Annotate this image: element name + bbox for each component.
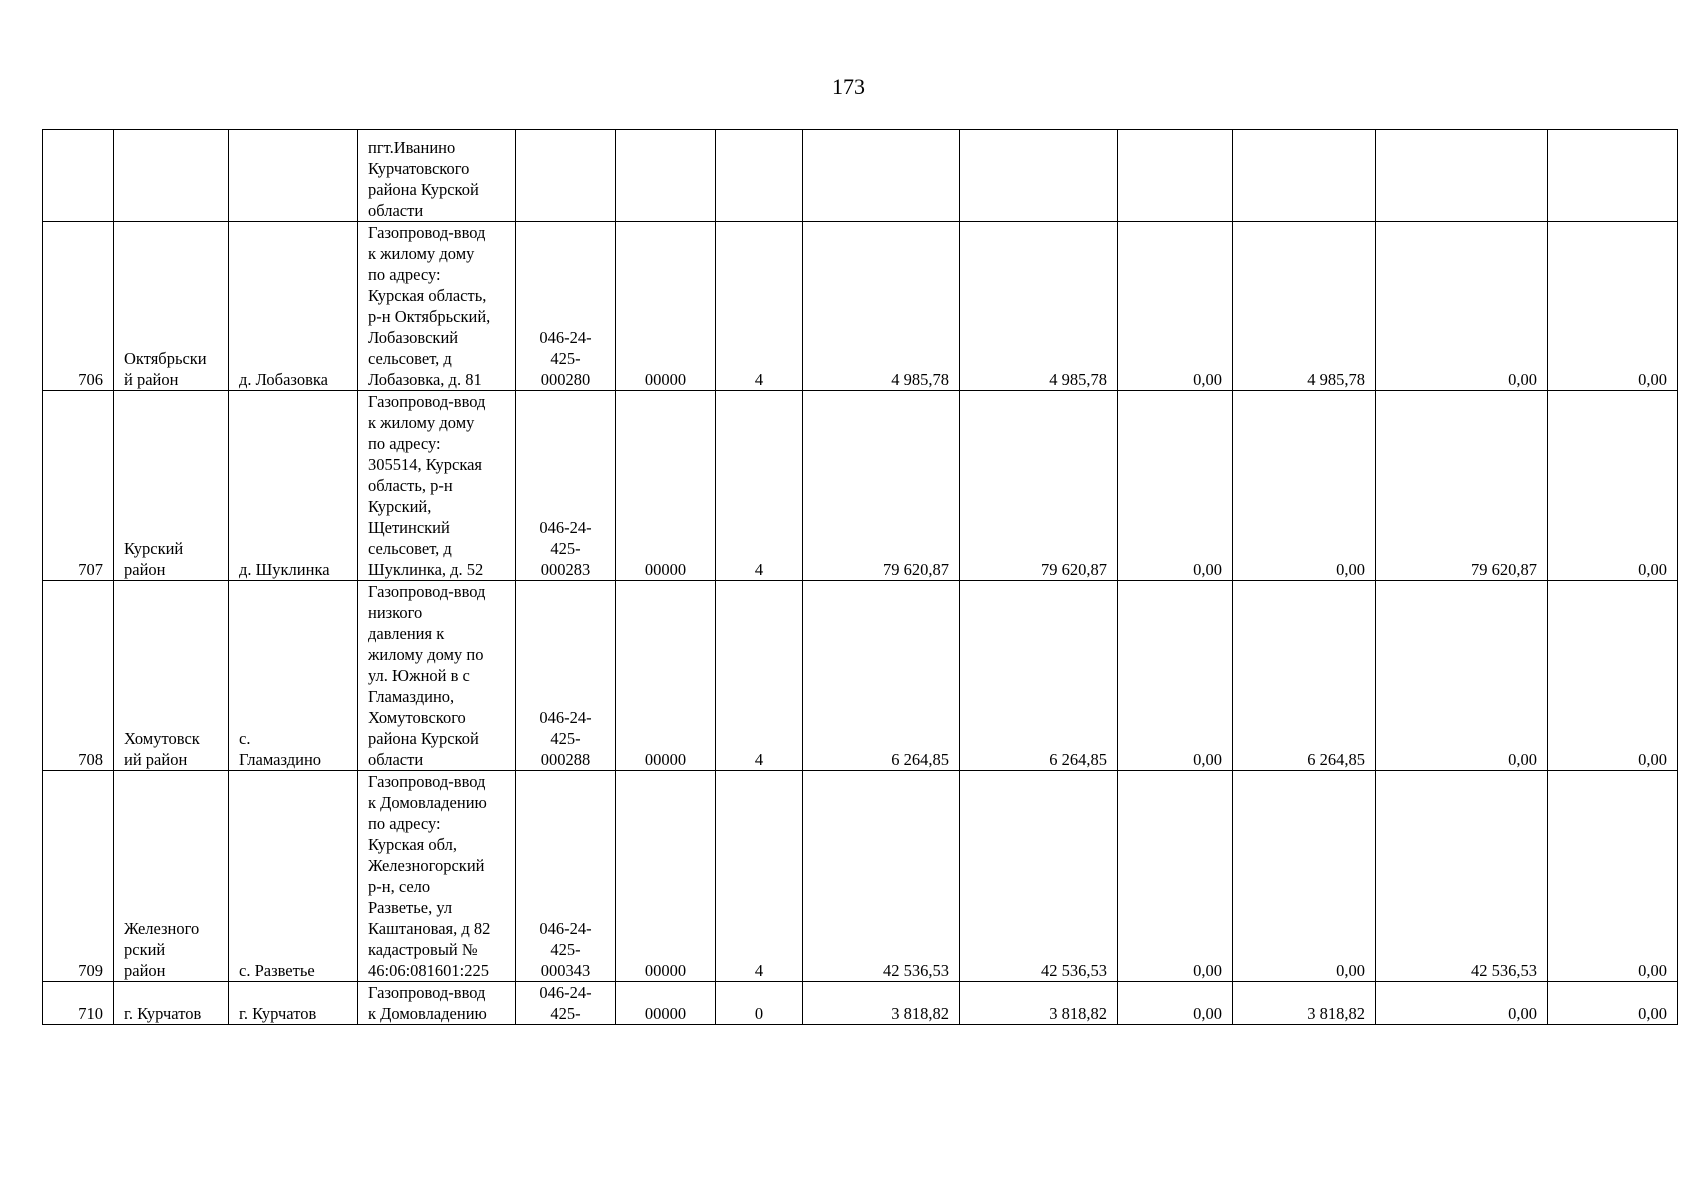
description-line: Каштановая, д 82 <box>368 919 491 938</box>
code-cell <box>516 130 616 222</box>
code-line: 425- <box>550 940 581 959</box>
row-number-cell <box>43 130 114 222</box>
sum1-cell: 42 536,53 <box>960 771 1118 982</box>
district-cell <box>114 130 229 222</box>
sum5-cell: 0,00 <box>1548 222 1678 391</box>
description-cell <box>358 391 516 581</box>
description-line: Щетинский <box>368 518 450 537</box>
description-cell <box>358 581 516 771</box>
count-cell: 4 <box>716 581 803 771</box>
locality-line: д. Шуклинка <box>239 560 330 579</box>
total-cell <box>803 130 960 222</box>
sum4-cell: 0,00 <box>1376 982 1548 1025</box>
sum4-cell: 0,00 <box>1376 581 1548 771</box>
sum1-cell: 79 620,87 <box>960 391 1118 581</box>
description-line: р-н, село <box>368 877 431 896</box>
description-line: района Курской <box>368 180 479 199</box>
description-line: к Домовладению <box>368 793 487 812</box>
description-line: 46:06:081601:225 <box>368 961 490 980</box>
sum4-cell: 79 620,87 <box>1376 391 1548 581</box>
description-line: Лобазовский <box>368 328 459 347</box>
table-row <box>43 130 1678 222</box>
okato-cell: 00000 <box>616 391 716 581</box>
sum2-cell: 0,00 <box>1118 771 1233 982</box>
okato-cell: 00000 <box>616 581 716 771</box>
sum2-cell: 0,00 <box>1118 391 1233 581</box>
description-line: Железногорский <box>368 856 485 875</box>
description-line: к Домовладению <box>368 1004 487 1023</box>
total-cell: 6 264,85 <box>803 581 960 771</box>
count-cell: 4 <box>716 771 803 982</box>
data-table <box>42 129 1678 1025</box>
code-line: 046-24- <box>539 328 592 347</box>
total-cell: 42 536,53 <box>803 771 960 982</box>
description-line: к жилому дому <box>368 244 475 263</box>
description-line: по адресу: <box>368 434 441 453</box>
code-line: 425- <box>550 729 581 748</box>
description-line: Лобазовка, д. 81 <box>368 370 482 389</box>
description-line: ул. Южной в с <box>368 666 470 685</box>
count-cell: 4 <box>716 222 803 391</box>
locality-line: д. Лобазовка <box>239 370 328 389</box>
district-line: г. Курчатов <box>124 1004 202 1023</box>
sum4-cell <box>1376 130 1548 222</box>
locality-line: Гламаздино <box>239 750 322 769</box>
sum5-cell: 0,00 <box>1548 982 1678 1025</box>
locality-cell <box>229 130 358 222</box>
description-line: давления к <box>368 624 445 643</box>
code-line: 000343 <box>540 961 591 980</box>
sum4-cell: 42 536,53 <box>1376 771 1548 982</box>
description-line: района Курской <box>368 729 479 748</box>
district-line: й район <box>124 370 179 389</box>
description-line: Хомутовского <box>368 708 466 727</box>
description-line: область, р-н <box>368 476 453 495</box>
code-line: 425- <box>550 349 581 368</box>
locality-cell <box>229 581 358 771</box>
description-line: Курская обл, <box>368 835 457 854</box>
description-line: Гламаздино, <box>368 687 455 706</box>
code-line: 046-24- <box>539 983 592 1002</box>
description-line: пгт.Иванино <box>368 138 456 157</box>
table-row <box>43 982 1678 1025</box>
count-cell: 4 <box>716 391 803 581</box>
description-line: Шуклинка, д. 52 <box>368 560 484 579</box>
description-line: Газопровод-ввод <box>368 223 486 242</box>
sum2-cell <box>1118 130 1233 222</box>
district-line: Октябрьски <box>124 349 207 368</box>
locality-line: с. Разветье <box>239 961 315 980</box>
locality-cell <box>229 771 358 982</box>
district-cell <box>114 982 229 1025</box>
district-line: район <box>124 961 166 980</box>
locality-line: с. <box>239 729 251 748</box>
sum3-cell <box>1233 130 1376 222</box>
sum3-cell: 4 985,78 <box>1233 222 1376 391</box>
code-line: 000288 <box>540 750 591 769</box>
code-line: 425- <box>550 1004 581 1023</box>
sum5-cell: 0,00 <box>1548 771 1678 982</box>
sum4-cell: 0,00 <box>1376 222 1548 391</box>
description-line: Курская область, <box>368 286 487 305</box>
description-line: Курский, <box>368 497 432 516</box>
sum2-cell: 0,00 <box>1118 222 1233 391</box>
district-line: рский <box>124 940 166 959</box>
code-cell <box>516 771 616 982</box>
row-number-cell: 710 <box>43 982 114 1025</box>
table-body <box>43 130 1678 1025</box>
description-line: Газопровод-ввод <box>368 582 486 601</box>
row-number-cell: 706 <box>43 222 114 391</box>
description-cell <box>358 771 516 982</box>
row-number-cell: 708 <box>43 581 114 771</box>
description-cell <box>358 130 516 222</box>
description-line: р-н Октябрьский, <box>368 307 491 326</box>
code-line: 046-24- <box>539 518 592 537</box>
description-cell <box>358 982 516 1025</box>
description-line: жилому дому по <box>368 645 484 664</box>
district-line: Хомутовск <box>124 729 200 748</box>
code-cell <box>516 581 616 771</box>
locality-cell <box>229 222 358 391</box>
code-line: 425- <box>550 539 581 558</box>
code-line: 000280 <box>540 370 591 389</box>
sum3-cell: 3 818,82 <box>1233 982 1376 1025</box>
description-line: области <box>368 201 424 220</box>
sum3-cell: 0,00 <box>1233 771 1376 982</box>
okato-cell <box>616 130 716 222</box>
table-row <box>43 222 1678 391</box>
district-cell <box>114 581 229 771</box>
code-cell <box>516 391 616 581</box>
district-cell <box>114 391 229 581</box>
locality-cell <box>229 391 358 581</box>
count-cell: 0 <box>716 982 803 1025</box>
description-line: Газопровод-ввод <box>368 983 486 1002</box>
table-row <box>43 771 1678 982</box>
row-number-cell: 707 <box>43 391 114 581</box>
sum1-cell: 6 264,85 <box>960 581 1118 771</box>
locality-cell <box>229 982 358 1025</box>
district-line: район <box>124 560 166 579</box>
row-number-cell: 709 <box>43 771 114 982</box>
description-line: 305514, Курская <box>368 455 483 474</box>
district-cell <box>114 222 229 391</box>
description-line: кадастровый № <box>368 940 478 959</box>
okato-cell: 00000 <box>616 222 716 391</box>
sum1-cell <box>960 130 1118 222</box>
code-line: 046-24- <box>539 919 592 938</box>
description-line: Газопровод-ввод <box>368 772 486 791</box>
sum2-cell: 0,00 <box>1118 982 1233 1025</box>
code-cell <box>516 222 616 391</box>
description-line: Курчатовского <box>368 159 470 178</box>
total-cell: 3 818,82 <box>803 982 960 1025</box>
description-line: низкого <box>368 603 423 622</box>
locality-line: г. Курчатов <box>239 1004 317 1023</box>
district-line: ий район <box>124 750 188 769</box>
description-line: Газопровод-ввод <box>368 392 486 411</box>
sum2-cell: 0,00 <box>1118 581 1233 771</box>
description-line: по адресу: <box>368 814 441 833</box>
district-line: Курский <box>124 539 184 558</box>
total-cell: 4 985,78 <box>803 222 960 391</box>
sum3-cell: 6 264,85 <box>1233 581 1376 771</box>
description-line: сельсовет, д <box>368 349 452 368</box>
sum1-cell: 3 818,82 <box>960 982 1118 1025</box>
sum5-cell: 0,00 <box>1548 391 1678 581</box>
table-row <box>43 581 1678 771</box>
table-row <box>43 391 1678 581</box>
sum5-cell <box>1548 130 1678 222</box>
description-line: сельсовет, д <box>368 539 452 558</box>
sum1-cell: 4 985,78 <box>960 222 1118 391</box>
sum3-cell: 0,00 <box>1233 391 1376 581</box>
count-cell <box>716 130 803 222</box>
district-cell <box>114 771 229 982</box>
description-line: Разветье, ул <box>368 898 453 917</box>
page-number: 173 <box>832 74 865 99</box>
code-line: 046-24- <box>539 708 592 727</box>
description-line: к жилому дому <box>368 413 475 432</box>
okato-cell: 00000 <box>616 982 716 1025</box>
total-cell: 79 620,87 <box>803 391 960 581</box>
code-cell <box>516 982 616 1025</box>
sum5-cell: 0,00 <box>1548 581 1678 771</box>
district-line: Железного <box>124 919 200 938</box>
description-line: по адресу: <box>368 265 441 284</box>
okato-cell: 00000 <box>616 771 716 982</box>
code-line: 000283 <box>540 560 591 579</box>
description-line: области <box>368 750 424 769</box>
description-cell <box>358 222 516 391</box>
